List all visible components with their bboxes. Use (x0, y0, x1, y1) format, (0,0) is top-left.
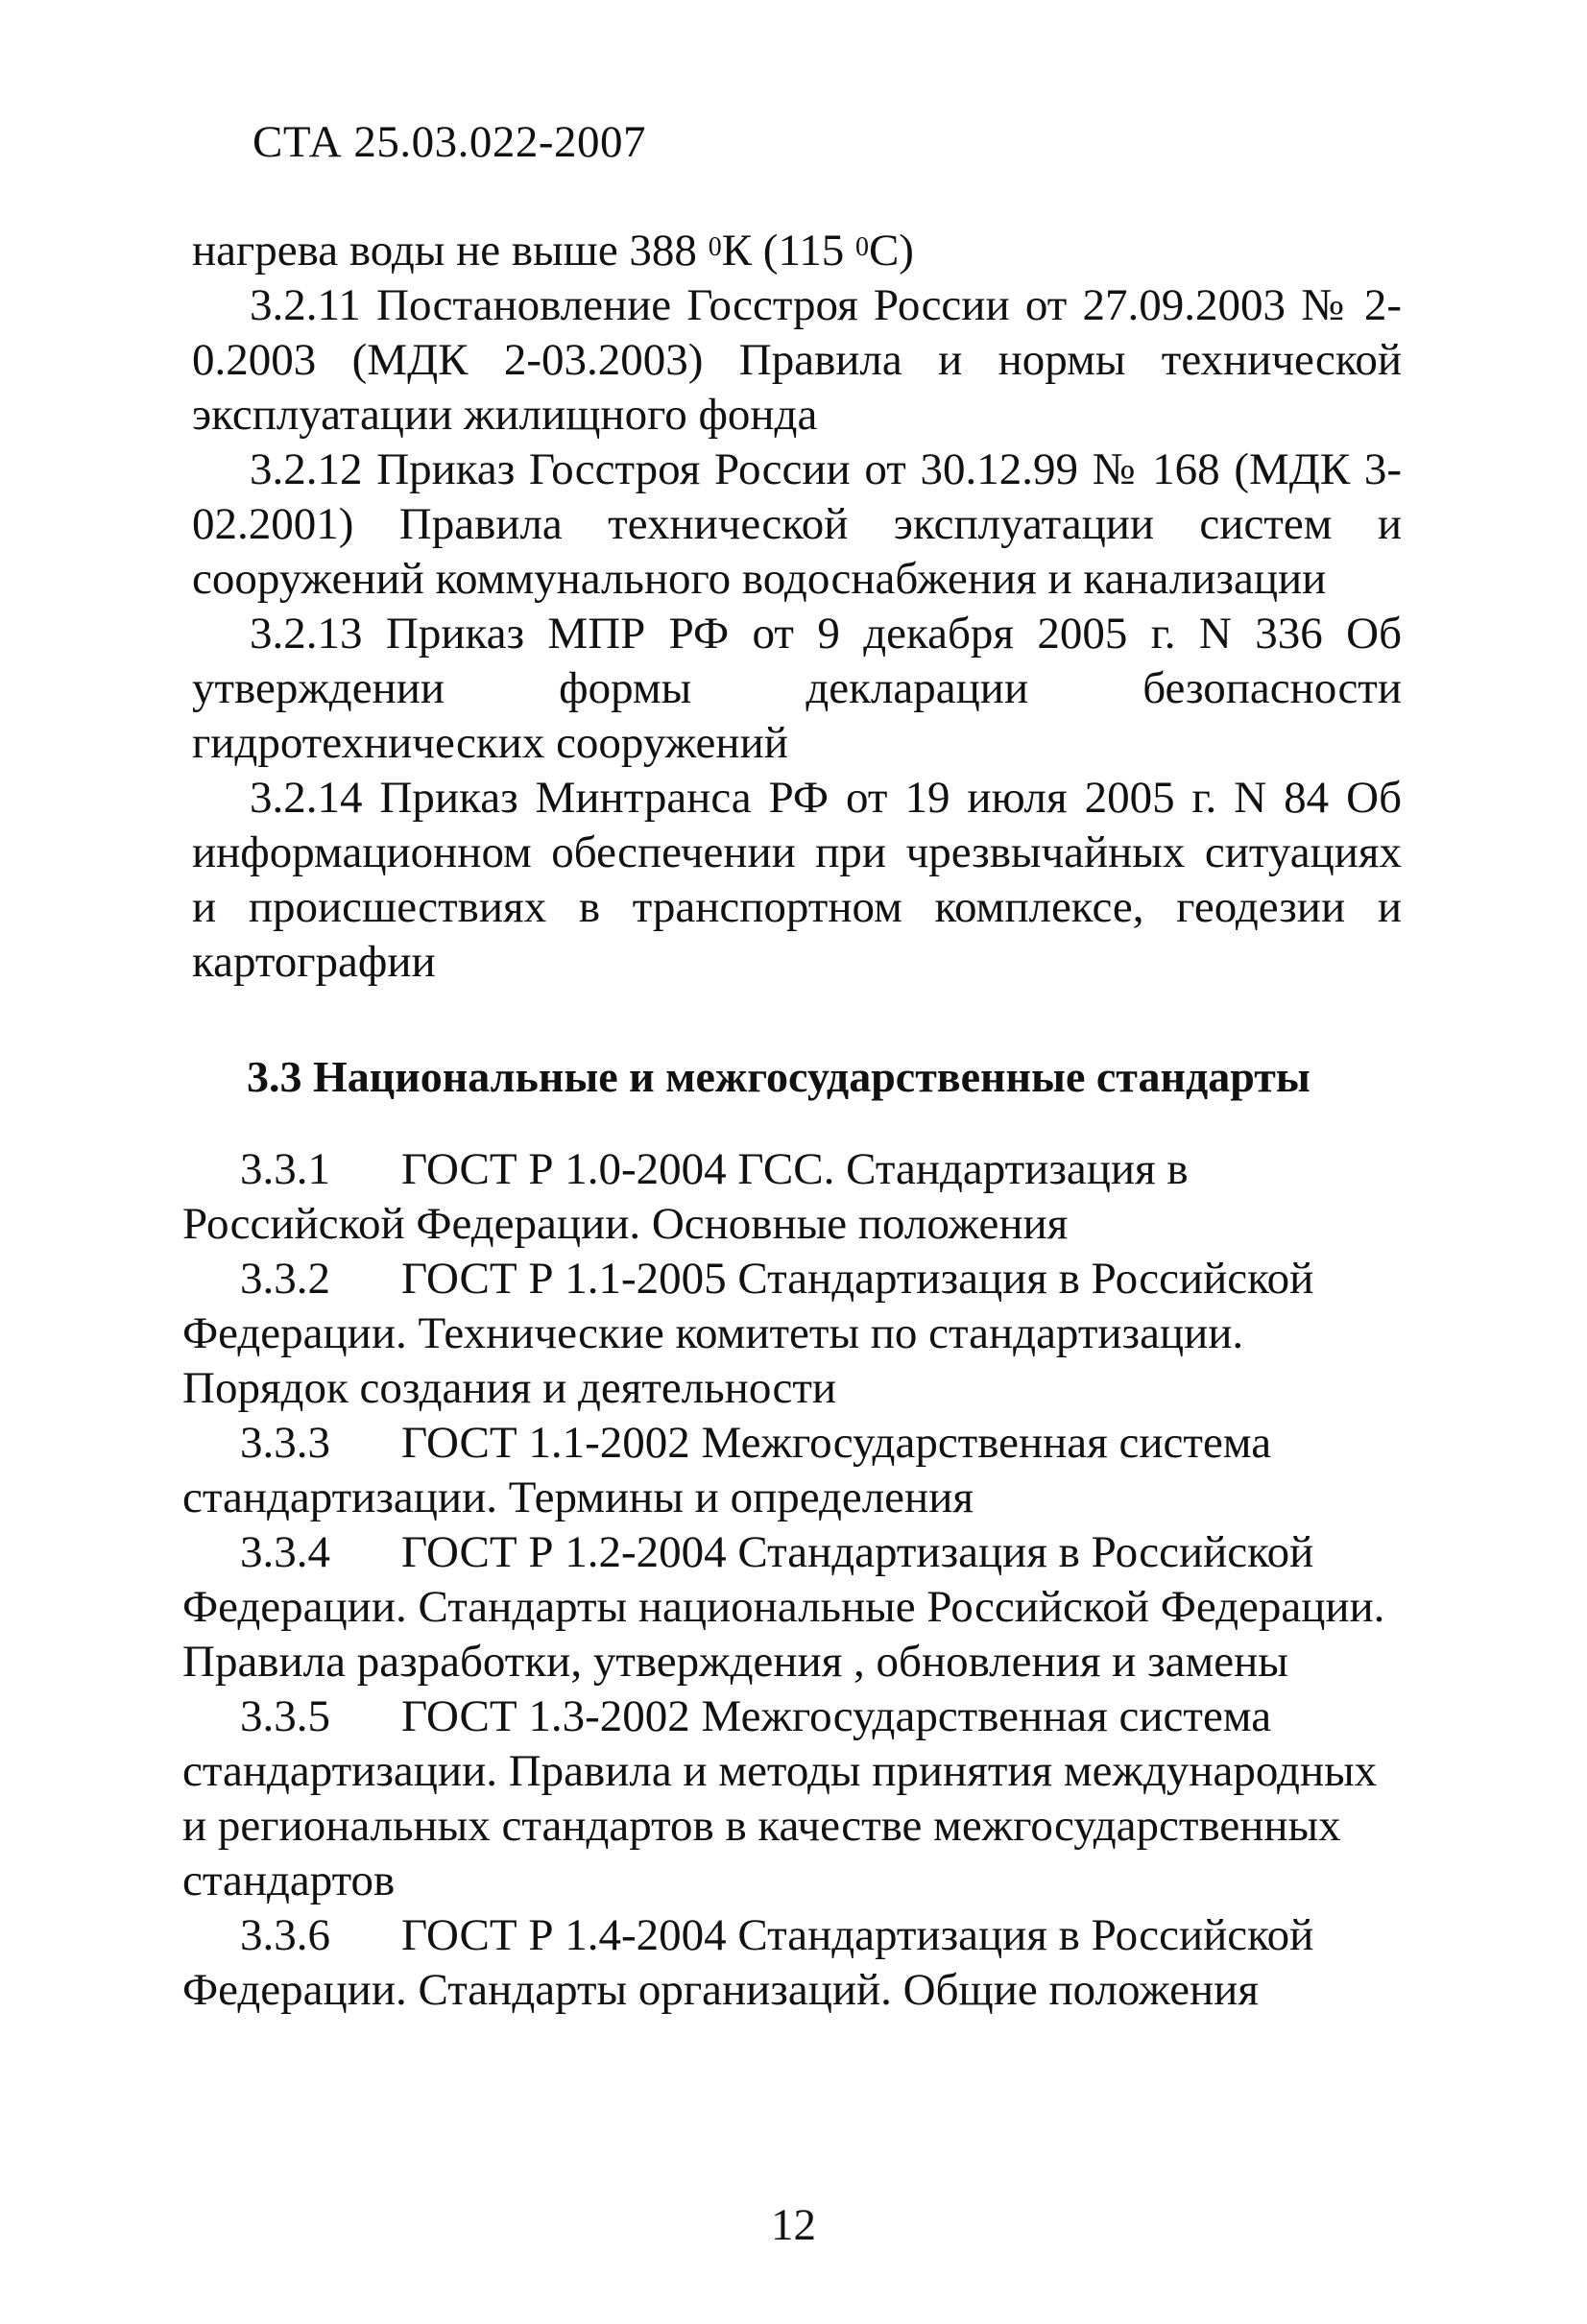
standard-text-first-line: ГОСТ Р 1.4-2004 Стандартизация в Российской (401, 1910, 1314, 1960)
standard-id: 3.3.2 (240, 1254, 330, 1304)
standard-id: 3.3.4 (240, 1527, 330, 1577)
standard-item (182, 1689, 1402, 1908)
intro-line (192, 224, 1402, 278)
reference-item (192, 278, 1402, 443)
section-heading-3-3: 3.3 Национальные и межгосударственные стандарты (247, 1052, 1310, 1101)
standard-text-rest: Федерации. Стандарты организаций. Общие положения (182, 1965, 1259, 2015)
degree-mark-2: 0 (854, 232, 869, 262)
standard-text-first-line: ГОСТ Р 1.2-2004 Стандартизация в Российской (401, 1527, 1314, 1577)
reference-text: Постановление Госстроя России от 27.09.2003 № 2-0.2003 (МДК 2-03.2003) Правила и нормы технической эксплуатации жилищного фонда (192, 280, 1402, 440)
standard-id: 3.3.3 (240, 1418, 330, 1468)
references-block-3-2 (192, 224, 1402, 990)
reference-item (192, 443, 1402, 607)
standard-item (182, 1525, 1402, 1689)
reference-text: Приказ МПР РФ от 9 декабря 2005 г. N 336 Об утверждении формы декларации безопасности гидротехнических сооружений (192, 609, 1402, 768)
standard-item (182, 1252, 1402, 1416)
reference-text: Приказ Госстроя России от 30.12.99 № 168 (МДК 3-02.2001) Правила технической эксплуатации систем и сооружений коммунального водоснабжения и канализации (192, 444, 1403, 604)
standard-text-rest: стандартизации. Термины и определения (182, 1473, 974, 1522)
standard-item (182, 1416, 1402, 1525)
reference-id: 3.2.12 (250, 444, 363, 494)
standard-text-rest: стандартизации. Правила и методы принятия международных и региональных стандартов в качестве межгосударственных стандартов (182, 1746, 1378, 1905)
reference-item (192, 771, 1402, 990)
standard-text-first-line: ГОСТ Р 1.1-2005 Стандартизация в Российской (401, 1254, 1314, 1304)
standard-text-first-line: ГОСТ 1.3-2002 Межгосударственная система (401, 1691, 1272, 1741)
standard-id: 3.3.5 (240, 1691, 330, 1741)
document-code-header: СТА 25.03.022-2007 (252, 117, 647, 167)
standard-text-first-line: ГОСТ Р 1.0-2004 ГСС. Стандартизация в (401, 1144, 1189, 1194)
standard-id: 3.3.1 (240, 1144, 330, 1194)
standard-text-rest: Федерации. Стандарты национальные Российской Федерации. Правила разработки, утверждения , обновления и замены (182, 1582, 1385, 1687)
reference-id: 3.2.14 (250, 773, 363, 823)
reference-item (192, 607, 1402, 771)
standard-item (182, 1142, 1402, 1252)
intro-suffix: С) (868, 226, 914, 276)
reference-id: 3.2.11 (250, 280, 361, 330)
intro-prefix: нагрева воды не выше 388 (192, 226, 709, 276)
reference-text: Приказ Минтранса РФ от 19 июля 2005 г. N 84 Об информационном обеспечении при чрезвычайных ситуациях и происшествиях в транспортном комплексе, геодезии и картографии (192, 773, 1402, 987)
intro-mid: К (115 (721, 226, 855, 276)
standards-list (182, 1142, 1402, 2018)
standard-text-rest: Российской Федерации. Основные положения (182, 1199, 1069, 1249)
degree-mark-1: 0 (708, 232, 722, 262)
standard-text-rest: Федерации. Технические комитеты по стандартизации. Порядок создания и деятельности (182, 1308, 1244, 1413)
page-number: 12 (771, 2200, 816, 2250)
standard-id: 3.3.6 (240, 1910, 330, 1960)
standard-text-first-line: ГОСТ 1.1-2002 Межгосударственная система (401, 1418, 1272, 1468)
reference-id: 3.2.13 (250, 609, 363, 659)
standard-item (182, 1908, 1402, 2018)
